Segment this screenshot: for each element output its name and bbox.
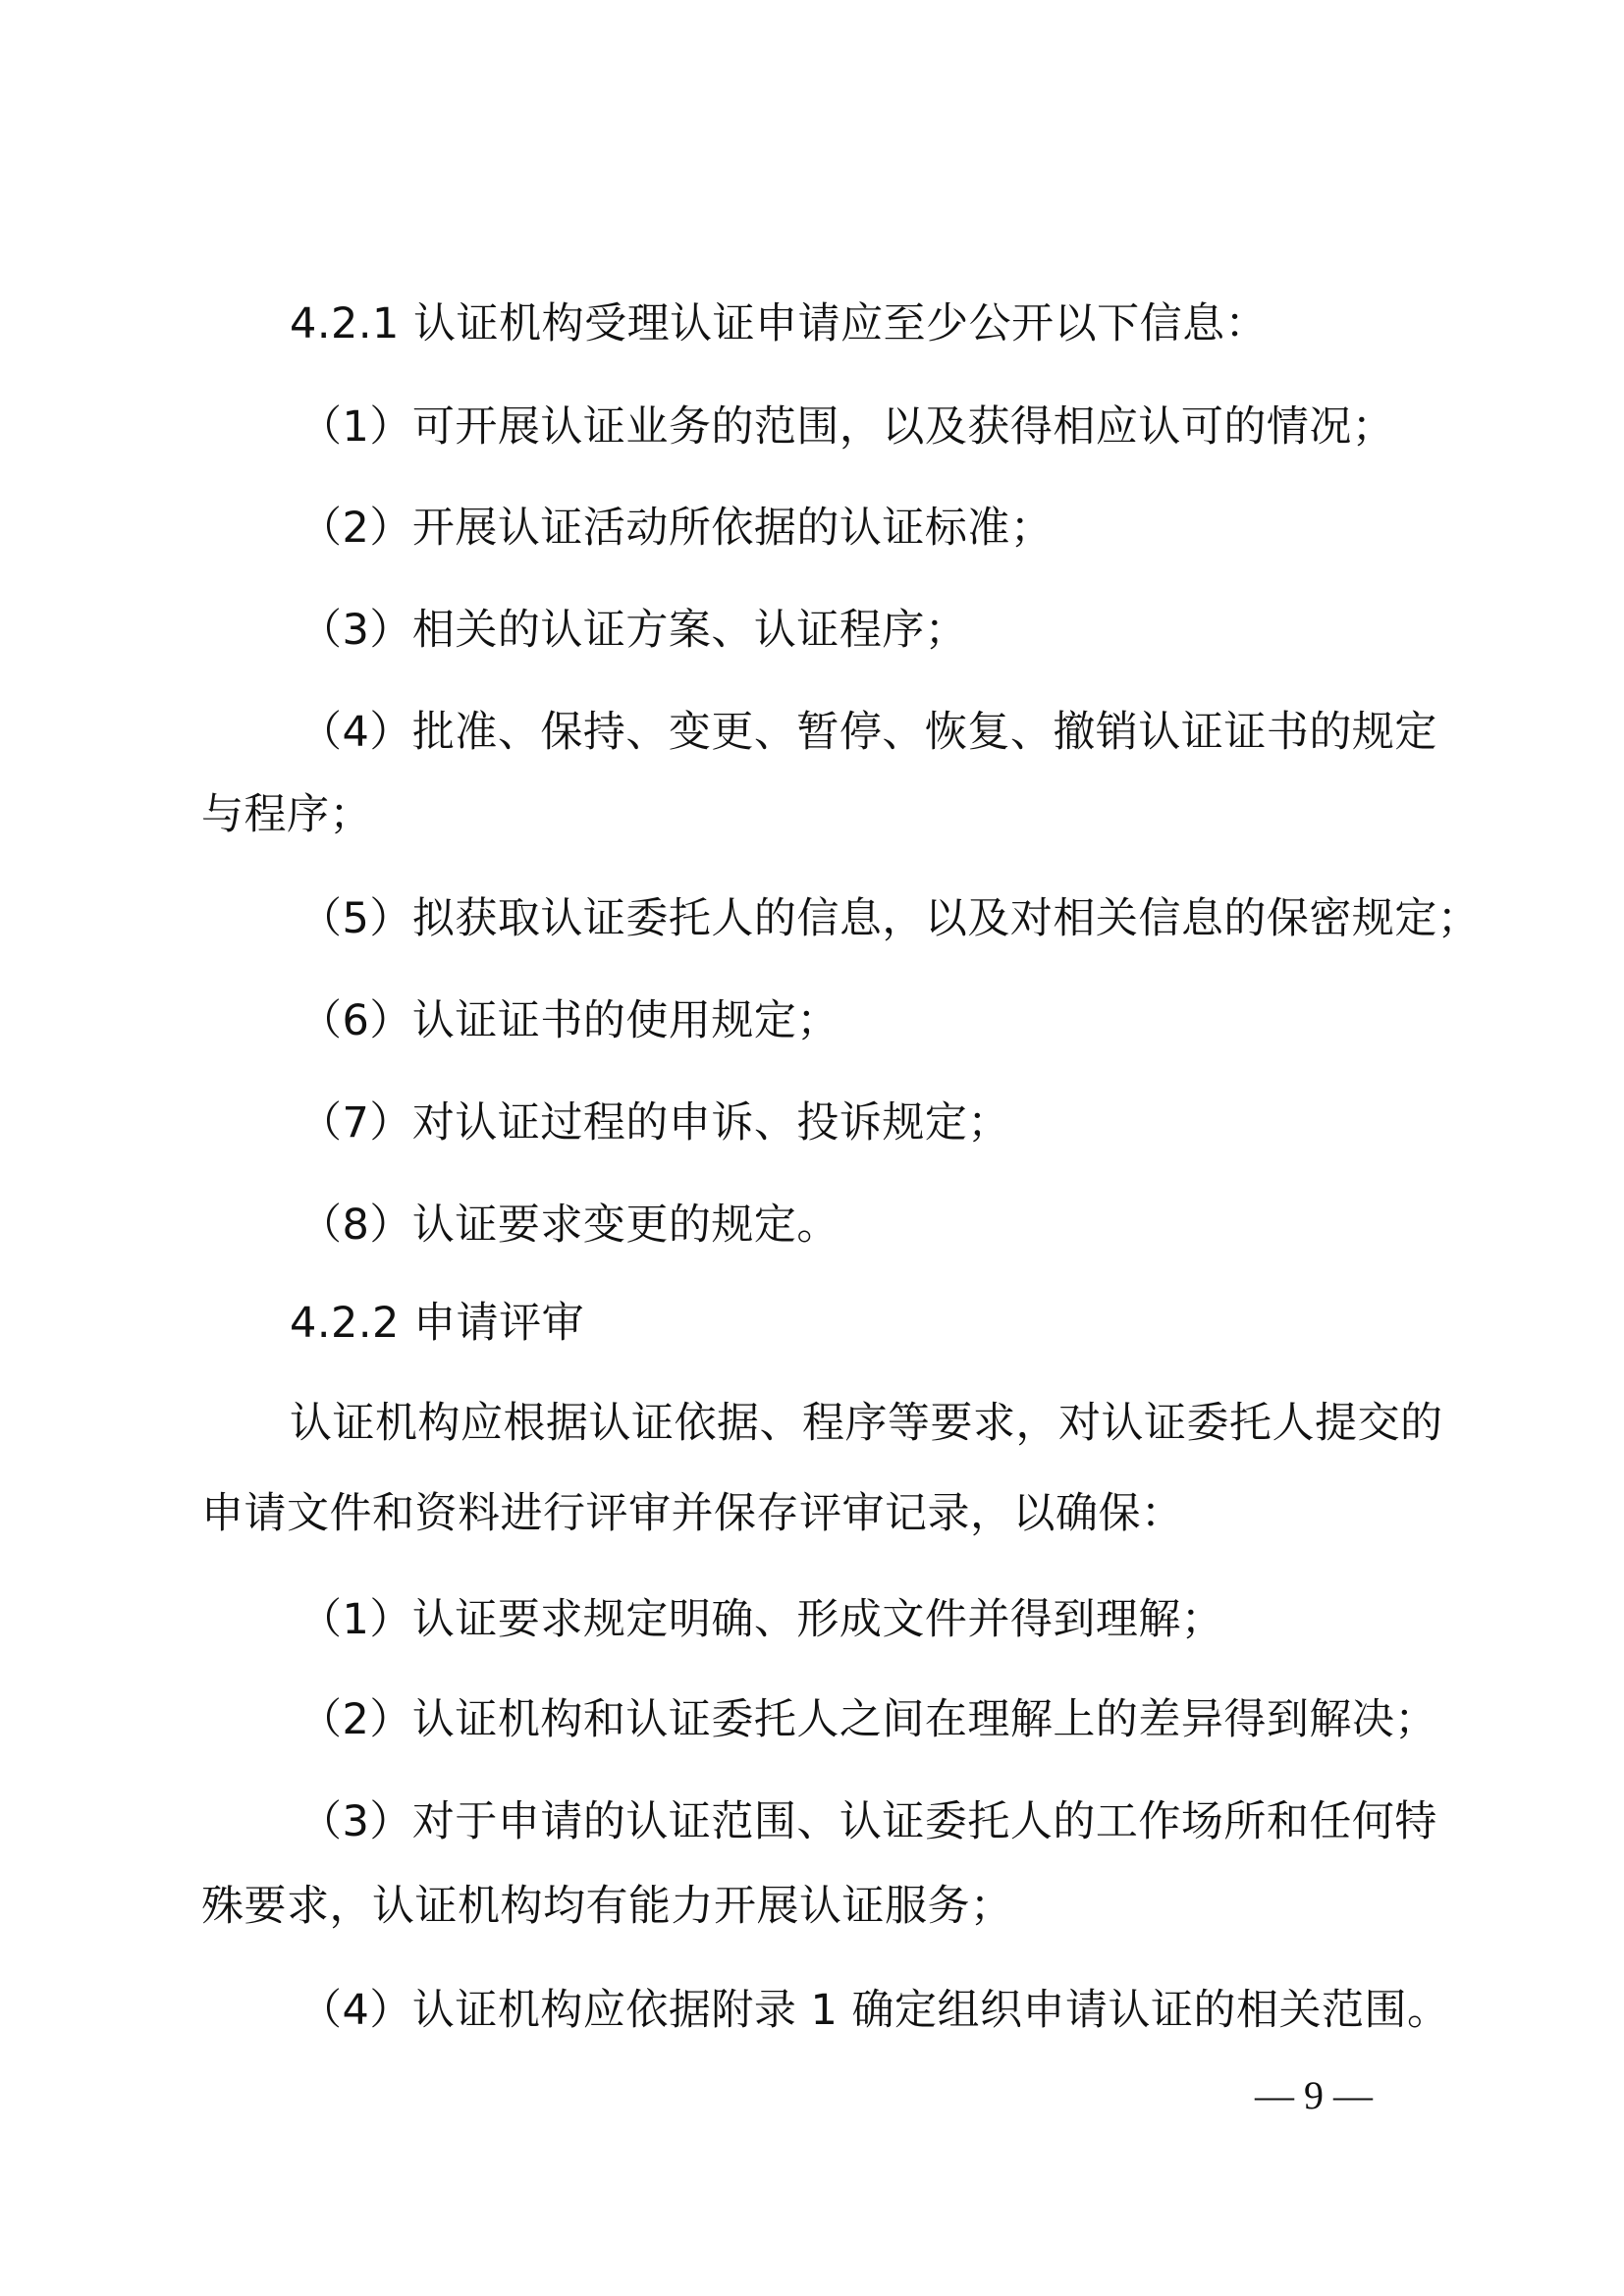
list-item: （3）相关的认证方案、认证程序； [299,606,968,655]
list-item-continuation: 殊要求，认证机构均有能力开展认证服务； [201,1882,1013,1931]
section-heading-4-2-2: 4.2.2 申请评审 [290,1299,585,1348]
list-item: （3）对于申请的认证范围、认证委托人的工作场所和任何特 [299,1797,1437,1846]
list-item: （1）可开展认证业务的范围，以及获得相应认可的情况； [299,402,1395,452]
list-item: （7）对认证过程的申诉、投诉规定； [299,1098,1010,1148]
list-item: （8）认证要求变更的规定。 [299,1201,839,1250]
page-number: — 9 — [1255,2073,1373,2117]
section-heading-4-2-1: 4.2.1 认证机构受理认证申请应至少公开以下信息： [290,299,1269,348]
paragraph-line: 申请文件和资料进行评审并保存评审记录，以确保： [201,1489,1184,1538]
list-item: （1）认证要求规定明确、形成文件并得到理解； [299,1595,1224,1644]
list-item-continuation: 与程序； [201,790,372,839]
list-item: （4）认证机构应依据附录 1 确定组织申请认证的相关范围。 [299,1986,1450,2035]
list-item: （5）拟获取认证委托人的信息，以及对相关信息的保密规定； [299,894,1481,943]
list-item: （4）批准、保持、变更、暂停、恢复、撤销认证证书的规定 [299,708,1437,757]
list-item: （2）认证机构和认证委托人之间在理解上的差异得到解决； [299,1695,1437,1744]
list-item: （2）开展认证活动所依据的认证标准； [299,504,1054,553]
paragraph-line: 认证机构应根据认证依据、程序等要求，对认证委托人提交的 [290,1399,1443,1448]
list-item: （6）认证证书的使用规定； [299,996,839,1045]
